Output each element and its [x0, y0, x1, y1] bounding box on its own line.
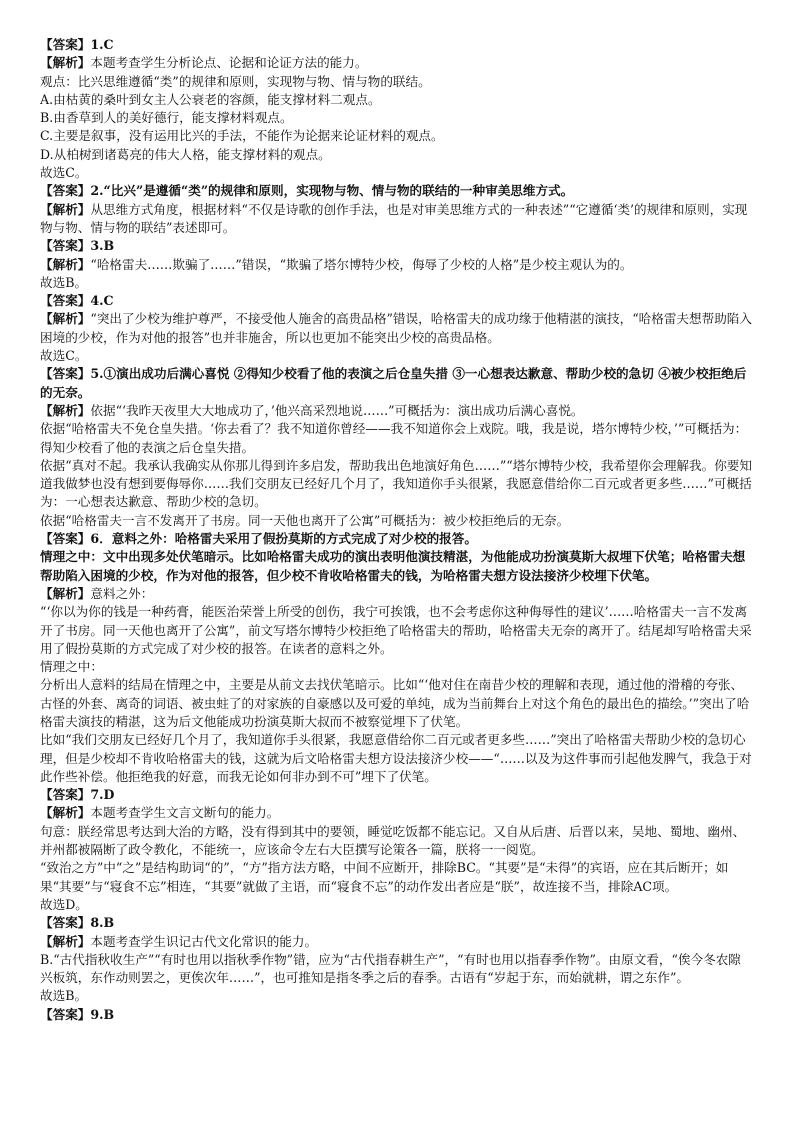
- answer-tag: 【答案】: [40, 1006, 91, 1022]
- answer-tag: 【答案】: [40, 915, 91, 931]
- analysis-line: [40, 585, 752, 603]
- text-paragraph: 依据“真对不起。我承认我确实从你那儿得到许多启发，帮助我出色地演好角色……”“塔尔博特少校，我希望你会理解我。你要知道我做梦也没有想到要侮辱你……我们交朋友已经好几个月了，我知道你手头很紧，我愿意借给你二百元或者更多些……”可概括为：一心想表达歉意、帮助少校的急切。: [40, 457, 752, 510]
- analysis-tag: 【解析】: [40, 256, 91, 272]
- conclusion-line: 故选C。: [40, 165, 88, 181]
- text-line: 观点：比兴思维遵循“类”的规律和原则，实现物与物、情与物的联结。: [40, 73, 431, 89]
- analysis-text: 本题考查学生识记古代文化常识的能力。: [90, 933, 318, 949]
- text-paragraph: B.“古代指秋收生产”“有时也用以指秋季作物”错，应为“古代指春耕生产”，“有时也用以指春季作物”。由原文看，“俟今冬农隙兴板筑，东作动则罢之，更俟次年……”，也可推知是指冬季之后的春季。古语有“岁起于东，而始就耕，谓之东作”。: [40, 951, 741, 986]
- text-paragraph: 句意：朕经常思考达到大治的方略，没有得到其中的要领，睡觉吃饭都不能忘记。又自从后唐、后晋以来，吴地、蜀地、幽州、并州都被隔断了政令教化，不能统一，应该命令左右大臣撰写论策各一篇，朕将一一阅览。: [40, 823, 746, 858]
- analysis-text: 依据“‘我昨天夜里大大地成功了，’他兴高采烈地说……”可概括为：演出成功后满心喜悦。: [90, 402, 584, 418]
- answer-tag: 【答案】: [40, 787, 91, 803]
- text-paragraph: 依据“哈格雷夫一言不发离开了书房。同一天他也离开了公寓”可概括为：被少校拒绝后的无奈。: [40, 512, 570, 528]
- analysis-line: [40, 804, 752, 822]
- answer-text: 6．意料之外：哈格雷夫采用了假扮莫斯的方式完成了对少校的报答。: [90, 531, 477, 547]
- answer-text: 3.B: [90, 238, 115, 254]
- analysis-text: 从思维方式角度，根据材料“不仅是诗歌的创作手法，也是对审美思维方式的一种表述”“它遵循‘类’的规律和原则，实现物与物、情与物的联结”表述即可。: [40, 201, 748, 235]
- analysis-text: “哈格雷夫……欺骗了……”错误，“欺骗了塔尔博特少校，侮辱了少校的人格”是少校主观认为的。: [90, 256, 633, 272]
- text-line: 情理之中：: [40, 659, 103, 675]
- answer-paragraph: 情理之中：文中出现多处伏笔暗示。比如哈格雷夫成功的演出表明他演技精湛，为他能成功扮演莫斯大叔埋下伏笔；哈格雷夫想帮助陷入困境的少校，作为对他的报答，但少校不肯收哈格雷夫的钱，为哈格雷夫想方设法接济少校埋下伏笔。: [40, 549, 746, 583]
- analysis-tag: 【解析】: [40, 933, 91, 949]
- analysis-tag: 【解析】: [40, 585, 91, 601]
- conclusion-line: 故选B。: [40, 274, 88, 290]
- option-c: C.主要是叙事，没有运用比兴的手法，不能作为论据来论证材料的观点。: [40, 128, 444, 144]
- answer-text: 5.①演出成功后满心喜悦 ②得知少校看了他的表演之后仓皇失措 ③一心想表达歉意、帮助少校的急切 ④被少校拒绝后的无奈。: [40, 366, 747, 400]
- analysis-tag: 【解析】: [40, 402, 91, 418]
- answer-text: 2.“比兴”是遵循“类”的规律和原则，实现物与物、情与物的联结的一种审美思维方式。: [90, 183, 574, 199]
- analysis-paragraph: [40, 402, 752, 420]
- answer-line: [40, 914, 752, 932]
- analysis-text: 意料之外：: [90, 585, 154, 601]
- answer-line: [40, 36, 752, 54]
- answer-text: 1.C: [90, 37, 114, 52]
- answer-tag: 【答案】: [40, 366, 91, 382]
- analysis-tag: 【解析】: [40, 311, 91, 327]
- analysis-text: 本题考查学生文言文断句的能力。: [90, 805, 280, 821]
- answer-line: [40, 530, 752, 548]
- answer-line: [40, 1006, 752, 1024]
- analysis-tag: 【解析】: [40, 201, 91, 217]
- option-d: D.从柏树到诸葛亮的伟大人格，能支撑材料的观点。: [40, 146, 331, 162]
- answer-tag: 【答案】: [40, 238, 91, 254]
- answer-tag: 【答案】: [40, 183, 91, 199]
- answer-text: 7.D: [90, 787, 115, 803]
- analysis-line: [40, 933, 752, 951]
- analysis-paragraph: [40, 201, 752, 238]
- option-a: A.由枯黄的桑叶到女主人公衰老的容颜，能支撑材料二观点。: [40, 91, 381, 107]
- answer-text: 8.B: [90, 915, 115, 931]
- answer-line: [40, 365, 752, 402]
- option-b: B.由香草到人的美好德行，能支撑材料观点。: [40, 110, 293, 126]
- answer-text: 9.B: [90, 1006, 115, 1022]
- answer-tag: 【答案】: [40, 531, 91, 547]
- conclusion-line: 故选B。: [40, 988, 88, 1004]
- analysis-tag: 【解析】: [40, 805, 91, 821]
- answer-line: [40, 292, 752, 310]
- text-paragraph: 比如“我们交朋友已经好几个月了，我知道你手头很紧，我愿意借给你二百元或者更多些……”突出了哈格雷夫帮助少校的急切心理，但是少校却不肯收哈格雷夫的钱，这就为后文哈格雷夫想方设法接济少校——“……以及为这件事而引起他发脾气，我急于对此作些补偿。他拒绝我的好意，而我无论如何非办到不可”埋下了伏笔。: [40, 732, 752, 784]
- text-paragraph: 依据“哈格雷夫不免仓皇失措。‘你去看了？我不知道你曾经——我不知道你会上戏院。哦，我是说，塔尔博特少校，’”可概括为：得知少校看了他的表演之后仓皇失措。: [40, 421, 748, 455]
- analysis-line: [40, 54, 752, 72]
- text-paragraph: “‘你以为你的钱是一种药膏，能医治荣誉上所受的创伤，我宁可挨饿，也不会考虑你这种侮辱性的建议’……哈格雷夫一言不发离开了书房。同一天他也离开了公寓”，前文写塔尔博特少校拒绝了哈格雷夫的帮助，哈格雷夫无奈的离开了。结尾却写哈格雷夫采用了假扮莫斯的方式完成了对少校的报答。在读者的意料之外。: [40, 604, 752, 656]
- analysis-paragraph: [40, 310, 752, 347]
- answer-tag: 【答案】: [40, 293, 91, 309]
- answer-text: 4.C: [90, 293, 114, 309]
- text-paragraph: “致治之方”中“之”是结构助词“的”，“方”指方法方略，中间不应断开，排除BC。“其要”是“未得”的宾语，应在其后断开；如果“其要”与“寝食不忘”相连，“其要”就做了主语，而“寝食不忘”的动作发出者应是“朕”，故连接不当，排除AC项。: [40, 860, 729, 894]
- conclusion-line: 故选D。: [40, 896, 88, 912]
- conclusion-line: 故选C。: [40, 348, 88, 364]
- analysis-paragraph: [40, 256, 752, 274]
- analysis-text: “突出了少校为维护尊严，不接受他人施舍的高贵品格”错误，哈格雷夫的成功缘于他精湛的演技，“哈格雷夫想帮助陷入困境的少校，作为对他的报答”也并非施舍，所以也更加不能突出少校的高贵品格。: [40, 311, 752, 345]
- analysis-text: 本题考查学生分析论点、论据和论证方法的能力。: [90, 55, 368, 71]
- answer-line: [40, 786, 752, 804]
- analysis-tag: 【解析】: [40, 55, 91, 71]
- answer-tag: 【答案】: [40, 37, 91, 52]
- answer-line: [40, 182, 752, 200]
- text-paragraph: 分析出人意料的结局在情理之中，主要是从前文去找伏笔暗示。比如“‘他对住在南昔少校的理解和表现，通过他的滑稽的夸张、古怪的外套、离奇的词语、被虫蛀了的对家族的自豪感以及可爱的单纯，成为当前舞台上对这个角色的最出色的描绘。’”突出了哈格雷夫演技的精湛，这为后文他能成功扮演莫斯大叔而不被察觉埋下了伏笔。: [40, 677, 750, 729]
- answer-line: [40, 237, 752, 255]
